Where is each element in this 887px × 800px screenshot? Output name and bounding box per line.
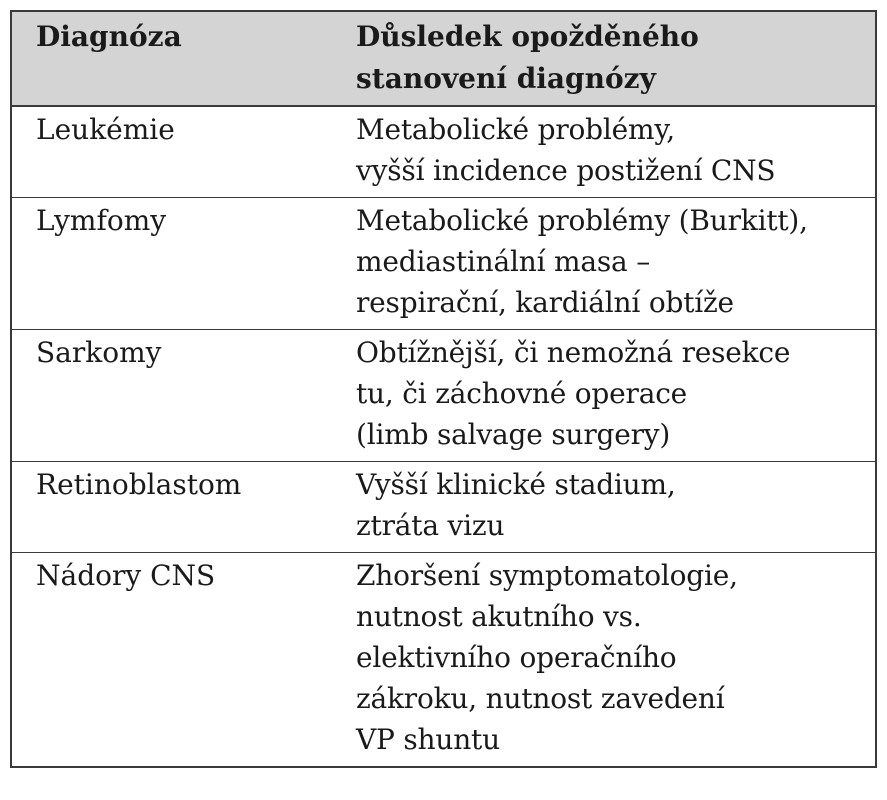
table-row (12, 553, 875, 767)
cell-diagnosis: Sarkomy (12, 330, 332, 462)
cell-consequence: Metabolické problémy (Burkitt), mediastinální masa – respirační, kardiální obtíže (332, 198, 875, 330)
header-row (12, 12, 875, 106)
table-row (12, 330, 875, 462)
cell-consequence: Obtížnější, či nemožná resekce tu, či záchovné operace (limb salvage surgery) (332, 330, 875, 462)
cell-diagnosis: Leukémie (12, 106, 332, 198)
diagnosis-table (10, 10, 877, 768)
table-header (12, 12, 875, 106)
cell-consequence: Zhoršení symptomatologie, nutnost akutního vs. elektivního operačního zákroku, nutnost zavedení VP shuntu (356, 559, 738, 756)
cell-diagnosis: Nádory CNS (36, 559, 216, 592)
cell-diagnosis: Lymfomy (12, 198, 332, 330)
cell-diagnosis: Retinoblastom (12, 462, 332, 553)
header-consequence: Důsledek opožděného stanovení diagnózy (332, 12, 875, 106)
table-row (12, 106, 875, 198)
table (12, 12, 875, 766)
table-body (12, 106, 875, 766)
cell-consequence: Metabolické problémy, vyšší incidence postižení CNS (332, 106, 875, 198)
table-row (12, 462, 875, 553)
table-row (12, 198, 875, 330)
header-diagnosis: Diagnóza (12, 12, 332, 106)
cell-consequence: Vyšší klinické stadium, ztráta vizu (332, 462, 875, 553)
